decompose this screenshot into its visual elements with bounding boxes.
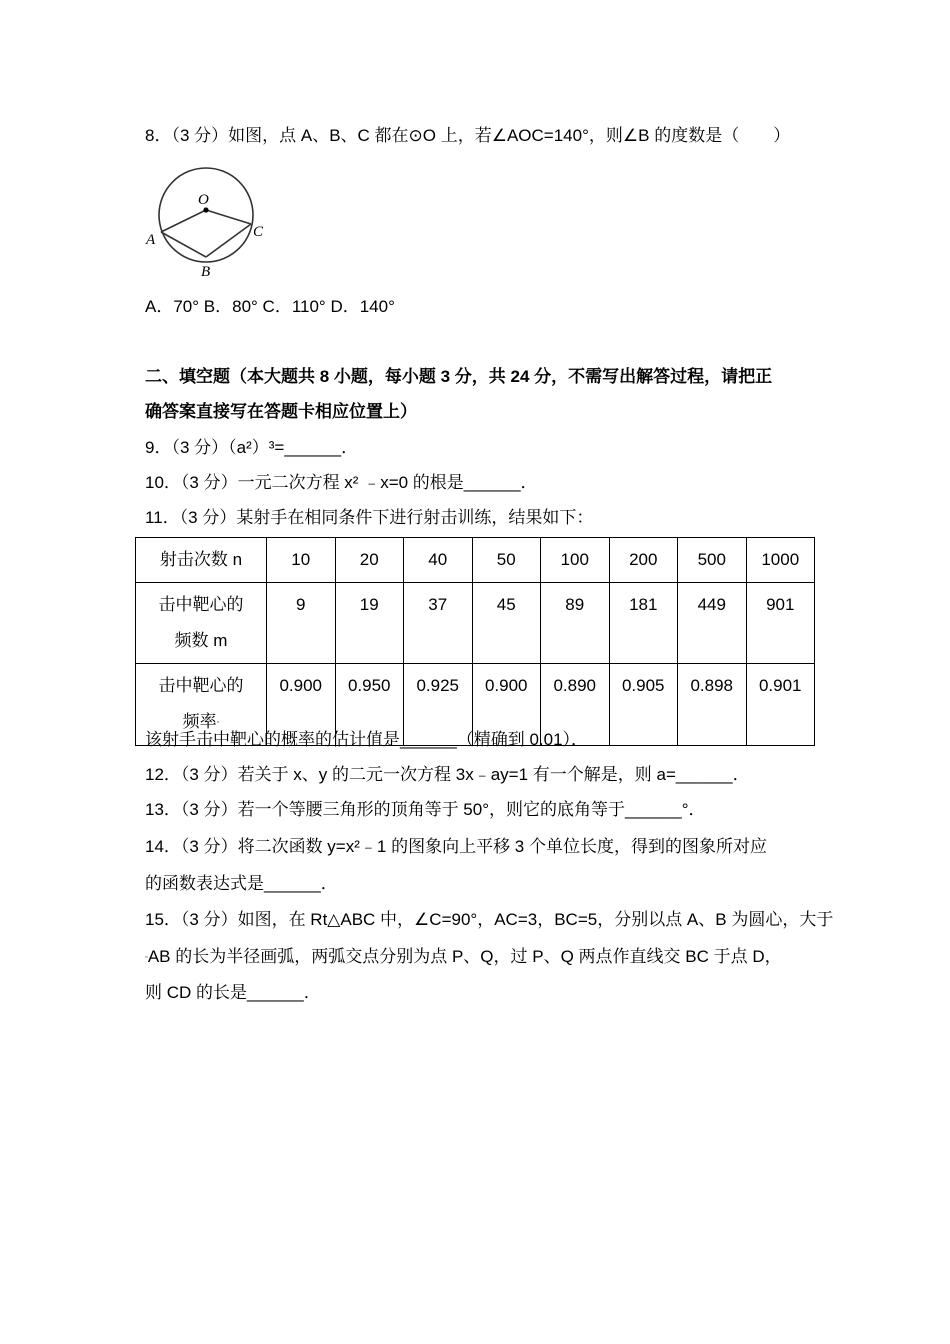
center-point <box>203 207 208 212</box>
table-cell: 45 <box>472 583 541 664</box>
table-cell: 0.890 <box>541 664 610 746</box>
circle-figure <box>140 160 280 285</box>
q8-options: A．70° B．80° C．110° D．140° <box>145 297 395 316</box>
fraction-placeholder-icon: ▫ <box>216 717 220 727</box>
q11-after: 该射手击中靶心的概率的估计值是______（精确到 0.01）． <box>145 730 589 749</box>
row-label-line1: 击中靶心的 <box>158 595 244 614</box>
table-cell: 0.925 <box>404 664 473 746</box>
label-a: A <box>146 232 156 248</box>
table-cell: 9 <box>267 583 336 664</box>
table-cell: 500 <box>678 538 747 583</box>
q10: 10．（3 分）一元二次方程 x² ﹣x=0 的根是______． <box>145 473 538 492</box>
table-cell: 100 <box>541 538 610 583</box>
table-cell: 0.950 <box>335 664 404 746</box>
label-b: B <box>201 264 211 280</box>
q14-line2: 的函数表达式是______． <box>145 874 338 893</box>
table-row <box>136 538 815 583</box>
row-label-line1: 击中靶心的 <box>158 676 244 695</box>
q12: 12．（3 分）若关于 x、y 的二元一次方程 3x﹣ay=1 有一个解是，则 a=______． <box>145 765 750 784</box>
section2-heading-line1: 二、填空题（本大题共 8 小题，每小题 3 分，共 24 分，不需写出解答过程，请把正 <box>145 367 773 386</box>
circle-o <box>159 168 253 262</box>
q15-line1: 15．（3 分）如图，在 Rt△ABC 中，∠C=90°，AC=3，BC=5，分别以点 A、B 为圆心，大于 <box>145 910 834 929</box>
table-cell: 0.900 <box>267 664 336 746</box>
circle-diagram <box>140 160 280 285</box>
table-cell: 181 <box>609 583 678 664</box>
q15-line2 <box>145 944 782 971</box>
table-cell: 200 <box>609 538 678 583</box>
label-c: C <box>253 224 264 240</box>
q13: 13．（3 分）若一个等腰三角形的顶角等于 50°，则它的底角等于______°． <box>145 800 706 819</box>
table-cell: 449 <box>678 583 747 664</box>
table-cell: 901 <box>746 583 815 664</box>
q11-stem: 11．（3 分）某射手在相同条件下进行射击训练，结果如下： <box>145 508 594 527</box>
row-label-text: 频率 <box>182 712 217 731</box>
segment-oa <box>161 210 206 232</box>
table-row <box>136 583 815 664</box>
table-cell: 0.905 <box>609 664 678 746</box>
row-label-line2: 频数 m <box>174 631 228 650</box>
table-cell: 20 <box>335 538 404 583</box>
label-o: O <box>198 192 209 208</box>
segment-ab <box>161 232 206 257</box>
table-cell: 10 <box>267 538 336 583</box>
q15-line2-text: AB 的长为半径画弧，两弧交点分别为点 P、Q，过 P、Q 两点作直线交 BC 于点 D， <box>147 947 782 966</box>
table-cell: 50 <box>472 538 541 583</box>
table-cell: 0.898 <box>678 664 747 746</box>
row-label: 射击次数 n <box>136 538 267 583</box>
q14-line1: 14．（3 分）将二次函数 y=x²﹣1 的图象向上平移 3 个单位长度，得到的图象所对应 <box>145 837 767 856</box>
section2-heading-line2: 确答案直接写在答题卡相应位置上） <box>145 402 417 421</box>
q9: 9．（3 分）（a²）³=______． <box>145 438 359 457</box>
table-cell: 19 <box>335 583 404 664</box>
table-cell: 0.900 <box>472 664 541 746</box>
table-cell: 37 <box>404 583 473 664</box>
table-cell: 1000 <box>746 538 815 583</box>
row-label <box>136 583 267 664</box>
shooting-table <box>135 537 815 746</box>
segment-bc <box>206 224 251 257</box>
table-cell: 0.901 <box>746 664 815 746</box>
table-cell: 40 <box>404 538 473 583</box>
q15-line3: 则 CD 的长是______． <box>145 983 321 1002</box>
q8-stem: 8．（3 分）如图，点 A、B、C 都在⊙O 上，若∠AOC=140°，则∠B 的度数是（ ） <box>145 126 791 145</box>
fraction-placeholder-icon: ▫ <box>145 952 148 962</box>
table-cell: 89 <box>541 583 610 664</box>
segment-oc <box>206 210 251 224</box>
